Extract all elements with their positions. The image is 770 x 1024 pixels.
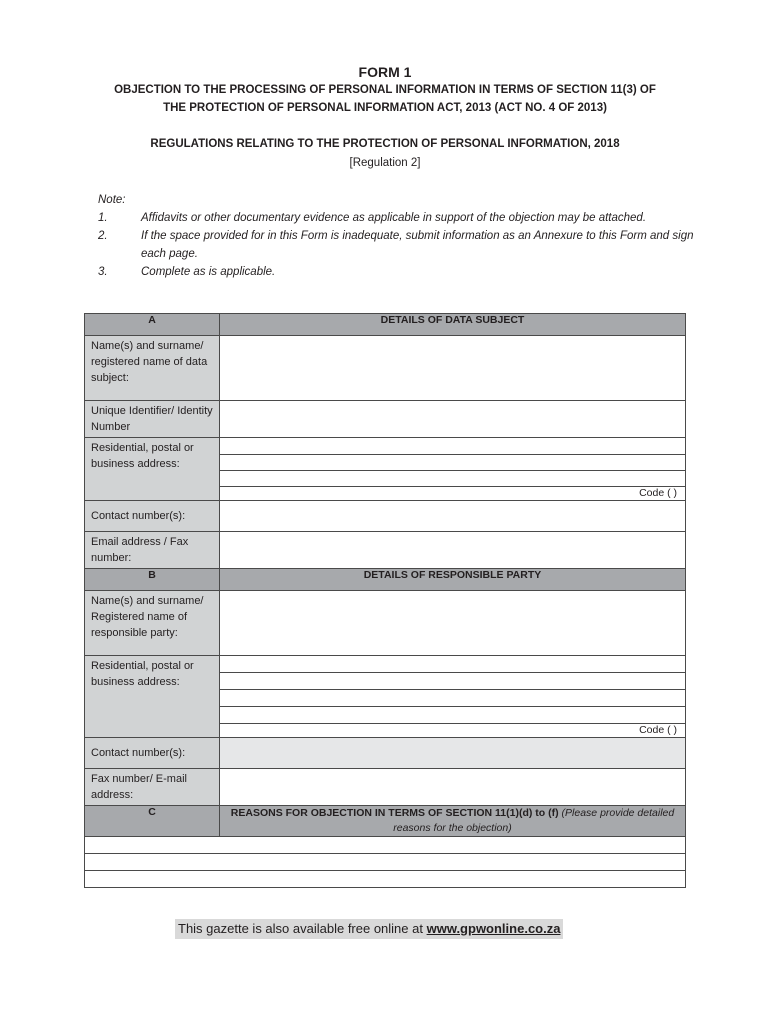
responsible-party-address-label: Residential, postal or business address: — [85, 656, 220, 738]
note-number: 2. — [98, 230, 108, 242]
responsible-party-address-line-2[interactable] — [220, 673, 686, 690]
data-subject-address-label: Residential, postal or business address: — [85, 438, 220, 501]
notes-label: Note: — [98, 194, 126, 206]
data-subject-id-field[interactable] — [220, 401, 686, 438]
section-a-title: DETAILS OF DATA SUBJECT — [220, 314, 686, 336]
responsible-party-postal-code-field[interactable]: Code ( ) — [220, 724, 686, 738]
responsible-party-address-line-1[interactable] — [220, 656, 686, 673]
section-c-title — [220, 806, 686, 837]
note-number: 3. — [98, 266, 108, 278]
note-text: Affidavits or other documentary evidence as applicable in support of the objection may be attached. — [141, 212, 647, 224]
responsible-party-address-line-3[interactable] — [220, 690, 686, 707]
note-text: Complete as is applicable. — [141, 266, 276, 278]
section-c-header — [85, 806, 686, 837]
data-subject-address-line-2[interactable] — [220, 455, 686, 471]
responsible-party-fax-label: Fax number/ E-mail address: — [85, 769, 220, 806]
section-c-title-bold: REASONS FOR OBJECTION IN TERMS OF SECTION 11(1)(d) to (f) — [230, 807, 559, 819]
section-c-letter: C — [85, 806, 220, 837]
data-subject-postal-code-field[interactable]: Code ( ) — [220, 487, 686, 501]
responsible-party-name-label: Name(s) and surname/ Registered name of responsible party: — [85, 591, 220, 656]
gazette-footer — [175, 919, 563, 939]
regulation-reference: [Regulation 2] — [349, 157, 421, 169]
data-subject-address-line-3[interactable] — [220, 471, 686, 487]
responsible-party-fax-field[interactable] — [220, 769, 686, 806]
responsible-party-address-line-4[interactable] — [220, 707, 686, 724]
note-item — [98, 227, 698, 263]
form-number: FORM 1 — [358, 64, 412, 80]
data-subject-name-field[interactable] — [220, 336, 686, 401]
notes-section — [98, 191, 698, 281]
data-subject-address-line-1[interactable] — [220, 438, 686, 455]
note-item — [98, 209, 698, 227]
reason-line-1[interactable] — [85, 837, 686, 854]
responsible-party-name-field[interactable] — [220, 591, 686, 656]
responsible-party-contact-field[interactable] — [220, 738, 686, 769]
section-b-title: DETAILS OF RESPONSIBLE PARTY — [220, 569, 686, 591]
reason-line-3[interactable] — [85, 871, 686, 888]
form-heading-line-2: THE PROTECTION OF PERSONAL INFORMATION ACT, 2013 (ACT NO. 4 OF 2013) — [163, 102, 607, 114]
regulations-heading: REGULATIONS RELATING TO THE PROTECTION OF PERSONAL INFORMATION, 2018 — [150, 138, 620, 150]
section-b-letter: B — [85, 569, 220, 591]
data-subject-email-label: Email address / Fax number: — [85, 532, 220, 569]
section-c-title-italic: (Please provide detailed reasons for the objection) — [393, 807, 675, 834]
responsible-party-contact-label: Contact number(s): — [85, 738, 220, 769]
section-a-letter: A — [85, 314, 220, 336]
note-number: 1. — [98, 212, 108, 224]
objection-form-table — [84, 313, 686, 888]
footer-link[interactable]: www.gpwonline.co.za — [426, 921, 561, 936]
data-subject-name-label: Name(s) and surname/ registered name of data subject: — [85, 336, 220, 401]
data-subject-email-field[interactable] — [220, 532, 686, 569]
data-subject-contact-field[interactable] — [220, 501, 686, 532]
section-b-header — [85, 569, 686, 591]
note-item — [98, 263, 698, 281]
data-subject-contact-label: Contact number(s): — [85, 501, 220, 532]
note-text: If the space provided for in this Form is inadequate, submit information as an Annexure to this Form and sign each page. — [141, 230, 694, 260]
data-subject-id-label: Unique Identifier/ Identity Number — [85, 401, 220, 438]
form-heading-line-1: OBJECTION TO THE PROCESSING OF PERSONAL INFORMATION IN TERMS OF SECTION 11(3) OF — [114, 84, 656, 96]
footer-text: This gazette is also available free online at — [178, 921, 427, 936]
reason-line-2[interactable] — [85, 854, 686, 871]
section-a-header — [85, 314, 686, 336]
